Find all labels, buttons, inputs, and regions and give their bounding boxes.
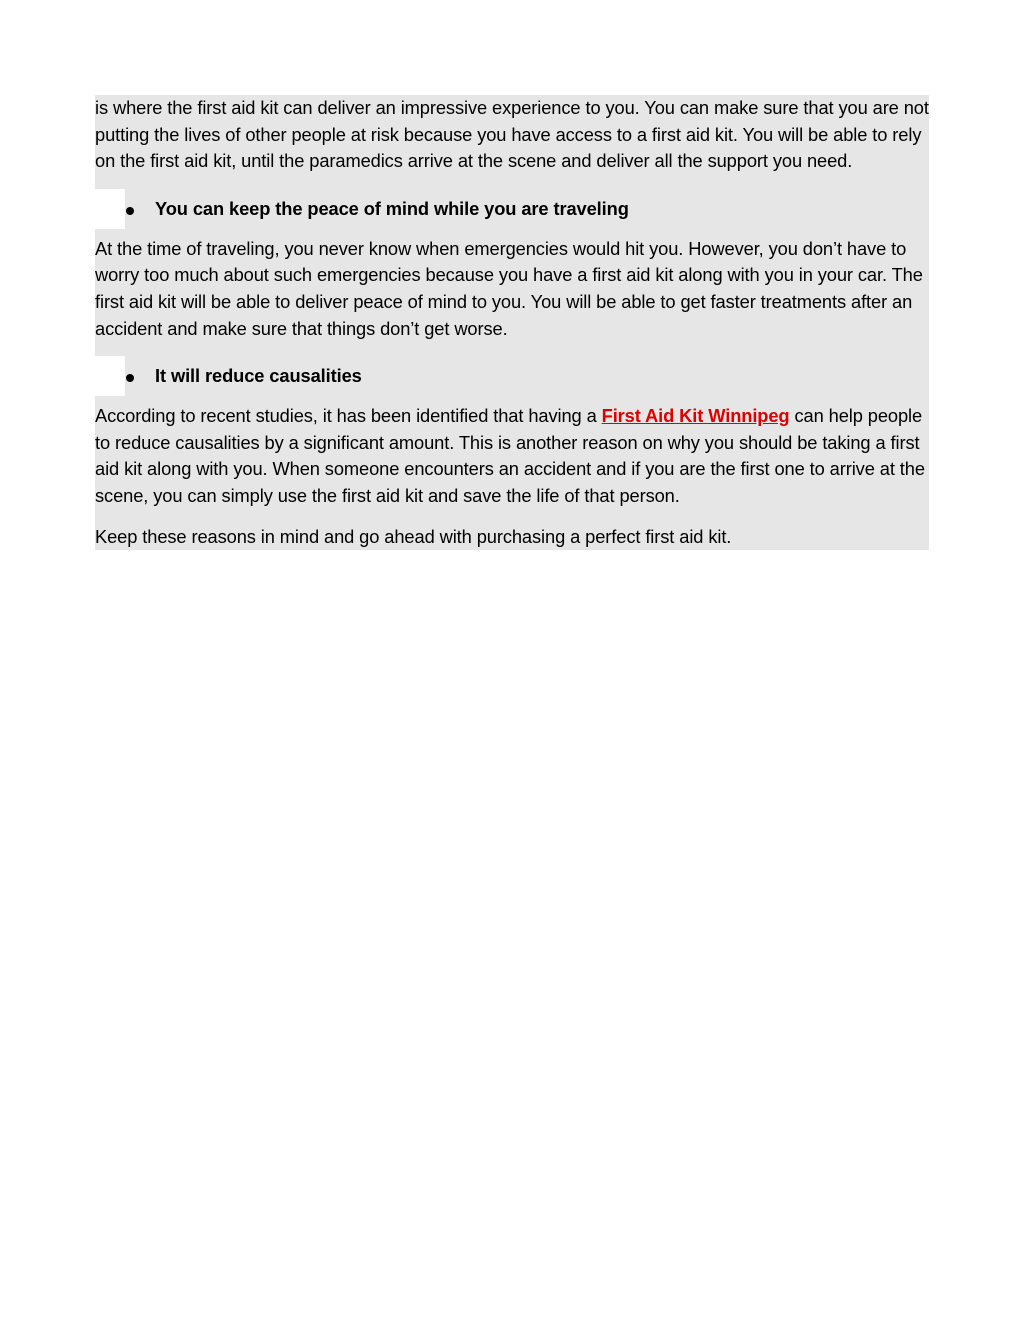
paragraph-text: According to recent studies, it has been identified that having a bbox=[95, 405, 602, 427]
paragraph-traveling: At the time of traveling, you never know when emergencies would hit you. However, you don’t have to worry too much about such emergencies because you have a first aid kit along with you in your car. The first aid kit will be able to deliver peace of mind to you. You will be able to get faster treatments after an accident and make sure that things don’t get worse. bbox=[95, 229, 929, 342]
paragraph-intro: is where the first aid kit can deliver an impressive experience to you. You can make sure that you are not putting the lives of other people at risk because you have access to a first aid kit. You will be able to rely on the first aid kit, until the paramedics arrive at the scene and deliver all the support you need. bbox=[95, 95, 929, 175]
bullet-item-peace-of-mind bbox=[95, 189, 929, 229]
bullet-heading: You can keep the peace of mind while you are traveling bbox=[155, 197, 629, 219]
first-aid-kit-winnipeg-link[interactable]: First Aid Kit Winnipeg bbox=[601, 405, 790, 427]
bullet-indent bbox=[95, 189, 125, 229]
paragraph-closing: Keep these reasons in mind and go ahead with purchasing a perfect first aid kit. bbox=[95, 524, 929, 551]
paragraph-text: can help people to reduce causalities by a significant amount. This is another reason on why you should be taking a first aid kit along with you. When someone encounters an accident and if you are the first one to arrive at the scene, you can simply use the first aid kit and save the life of that person. bbox=[95, 405, 925, 506]
bullet-item-reduce-causalities bbox=[95, 356, 929, 396]
bullet-heading: It will reduce causalities bbox=[155, 365, 362, 387]
paragraph-spacer bbox=[95, 175, 929, 189]
document-page bbox=[95, 95, 929, 550]
bullet-icon bbox=[126, 374, 134, 382]
bullet-icon bbox=[126, 207, 134, 215]
paragraph-studies bbox=[95, 396, 929, 509]
bullet-indent bbox=[95, 356, 125, 396]
paragraph-spacer bbox=[95, 342, 929, 356]
paragraph-spacer bbox=[95, 510, 929, 524]
